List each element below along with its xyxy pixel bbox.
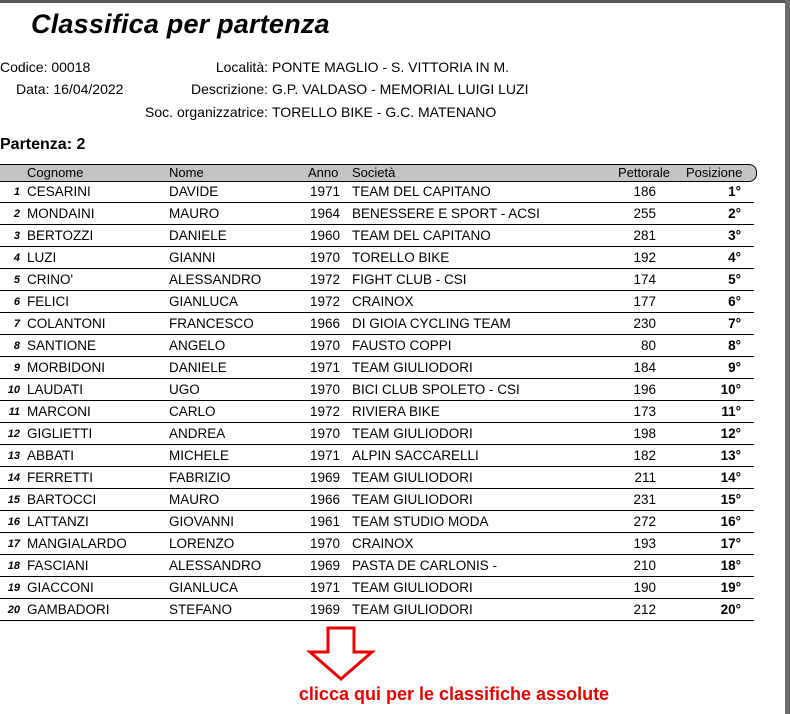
cell-anno: 1972 <box>309 404 340 419</box>
row-number: 20 <box>7 604 20 616</box>
table-row <box>0 181 754 203</box>
cell-societa: CRAINOX <box>352 294 414 309</box>
row-number: 16 <box>7 516 20 528</box>
cell-nome: GIANLUCA <box>169 580 239 595</box>
cell-societa: RIVIERA BIKE <box>352 404 440 419</box>
cell-posizione: 2° <box>728 206 741 221</box>
cell-anno: 1972 <box>309 294 340 309</box>
row-number: 11 <box>8 406 20 418</box>
cell-pettorale: 281 <box>633 228 656 243</box>
table-row <box>0 599 754 621</box>
cell-societa: FAUSTO COPPI <box>352 338 452 353</box>
descrizione-value: G.P. VALDASO - MEMORIAL LUIGI LUZI <box>272 81 529 97</box>
cell-anno: 1970 <box>309 426 340 441</box>
cell-cognome: GIACCONI <box>27 580 94 595</box>
cell-cognome: LAUDATI <box>27 382 84 397</box>
cell-societa: TEAM GIULIODORI <box>352 602 473 617</box>
table-row <box>0 335 754 357</box>
table-header <box>0 164 757 182</box>
codice-label: Codice: <box>0 59 48 75</box>
window-scrollbar-edge[interactable] <box>785 0 790 714</box>
cell-cognome: BERTOZZI <box>27 228 94 243</box>
cell-pettorale: 231 <box>633 492 656 507</box>
table-row <box>0 533 754 555</box>
row-number: 19 <box>7 582 20 594</box>
table-row <box>0 269 754 291</box>
cell-anno: 1966 <box>309 492 340 507</box>
col-header-cognome: Cognome <box>27 165 84 180</box>
soc-organizzatrice-value: TORELLO BIKE - G.C. MATENANO <box>272 104 497 120</box>
cell-anno: 1970 <box>309 536 340 551</box>
cell-pettorale: 230 <box>633 316 656 331</box>
row-number: 18 <box>7 560 20 572</box>
cell-posizione: 1° <box>728 184 741 199</box>
cell-societa: CRAINOX <box>352 536 414 551</box>
cell-nome: MAURO <box>169 492 220 507</box>
cell-cognome: CESARINI <box>27 184 91 199</box>
cell-pettorale: 186 <box>633 184 656 199</box>
table-row <box>0 379 754 401</box>
cell-anno: 1966 <box>309 316 340 331</box>
cell-pettorale: 198 <box>633 426 656 441</box>
cell-posizione: 9° <box>728 360 741 375</box>
cell-posizione: 6° <box>728 294 741 309</box>
col-header-anno: Anno <box>308 165 339 180</box>
cell-posizione: 10° <box>720 382 741 397</box>
cell-pettorale: 272 <box>633 514 656 529</box>
cell-cognome: CRINO' <box>27 272 74 287</box>
cell-societa: TEAM STUDIO MODA <box>352 514 489 529</box>
cell-anno: 1970 <box>309 250 340 265</box>
row-number: 7 <box>13 318 20 330</box>
cell-anno: 1971 <box>309 448 340 463</box>
col-header-pettorale: Pettorale <box>618 165 671 180</box>
cell-nome: GIANLUCA <box>169 294 239 309</box>
cell-anno: 1971 <box>309 184 340 199</box>
cell-societa: BENESSERE E SPORT - ACSI <box>352 206 540 221</box>
row-number: 6 <box>13 296 20 308</box>
cell-posizione: 4° <box>728 250 741 265</box>
cell-cognome: ABBATI <box>27 448 75 463</box>
cell-pettorale: 192 <box>633 250 656 265</box>
cell-posizione: 14° <box>720 470 741 485</box>
cell-cognome: FELICI <box>27 294 70 309</box>
cell-anno: 1961 <box>309 514 340 529</box>
cell-nome: ANGELO <box>169 338 226 353</box>
localita-value: PONTE MAGLIO - S. VITTORIA IN M. <box>272 59 509 75</box>
cell-pettorale: 182 <box>633 448 656 463</box>
table-row <box>0 489 754 511</box>
cell-societa: TORELLO BIKE <box>352 250 450 265</box>
table-row <box>0 401 754 423</box>
data-info <box>16 81 123 97</box>
table-row <box>0 445 754 467</box>
partenza-heading: Partenza: 2 <box>0 136 86 153</box>
table-row <box>0 577 754 599</box>
cell-cognome: GAMBADORI <box>27 602 110 617</box>
cell-pettorale: 184 <box>633 360 656 375</box>
table-row <box>0 291 754 313</box>
row-number: 3 <box>13 230 20 242</box>
table-row <box>0 247 754 269</box>
cell-nome: ALESSANDRO <box>169 272 262 287</box>
cell-societa: TEAM GIULIODORI <box>352 580 473 595</box>
cell-nome: FABRIZIO <box>169 470 231 485</box>
cell-societa: ALPIN SACCARELLI <box>352 448 479 463</box>
cell-societa: TEAM DEL CAPITANO <box>352 184 491 199</box>
cell-societa: TEAM DEL CAPITANO <box>352 228 491 243</box>
cell-posizione: 3° <box>728 228 741 243</box>
row-number: 14 <box>7 472 20 484</box>
descrizione-label: Descrizione: <box>190 81 268 97</box>
localita-label: Località: <box>215 59 268 75</box>
cell-pettorale: 210 <box>633 558 656 573</box>
cell-cognome: COLANTONI <box>27 316 106 331</box>
cell-societa: BICI CLUB SPOLETO - CSI <box>352 382 520 397</box>
cell-nome: GIOVANNI <box>169 514 235 529</box>
cell-anno: 1960 <box>309 228 340 243</box>
cell-nome: MICHELE <box>169 448 230 463</box>
classifiche-assolute-link[interactable]: clicca qui per le classifiche assolute <box>298 684 610 704</box>
row-number: 5 <box>13 274 20 286</box>
cell-cognome: FASCIANI <box>27 558 89 573</box>
col-header-nome: Nome <box>169 165 204 180</box>
cell-anno: 1972 <box>309 272 340 287</box>
col-header-posizione: Posizione <box>686 165 743 180</box>
cell-posizione: 18° <box>720 558 741 573</box>
cell-societa: FIGHT CLUB - CSI <box>352 272 467 287</box>
cell-cognome: LATTANZI <box>27 514 89 529</box>
cell-pettorale: 193 <box>633 536 656 551</box>
row-number: 4 <box>13 252 20 264</box>
arrow-down-outline-icon <box>306 626 376 682</box>
cell-posizione: 12° <box>720 426 741 441</box>
cell-anno: 1969 <box>309 558 340 573</box>
cell-pettorale: 177 <box>633 294 656 309</box>
cell-posizione: 16° <box>720 514 741 529</box>
cell-pettorale: 211 <box>634 470 656 485</box>
cell-cognome: LUZI <box>27 250 57 265</box>
row-number: 2 <box>13 208 20 220</box>
cell-anno: 1970 <box>309 338 340 353</box>
window-top-border <box>0 0 790 3</box>
cell-nome: MAURO <box>169 206 220 221</box>
cell-cognome: BARTOCCI <box>27 492 97 507</box>
cell-posizione: 13° <box>720 448 741 463</box>
table-row <box>0 511 754 533</box>
cell-nome: UGO <box>169 382 200 397</box>
cell-pettorale: 173 <box>633 404 656 419</box>
codice-info <box>0 59 90 75</box>
cell-societa: TEAM GIULIODORI <box>352 360 473 375</box>
row-number: 9 <box>13 362 20 374</box>
cell-cognome: MORBIDONI <box>27 360 106 375</box>
row-number: 13 <box>7 450 20 462</box>
cell-nome: LORENZO <box>169 536 235 551</box>
results-table-body <box>0 181 754 621</box>
codice-value: 00018 <box>51 59 91 75</box>
row-number: 12 <box>7 428 20 440</box>
cell-anno: 1971 <box>309 580 340 595</box>
cell-nome: DANIELE <box>169 360 227 375</box>
col-header-societa: Società <box>352 165 396 180</box>
cell-nome: FRANCESCO <box>169 316 254 331</box>
cell-posizione: 7° <box>728 316 741 331</box>
cell-nome: GIANNI <box>169 250 216 265</box>
row-number: 17 <box>7 538 20 550</box>
table-row <box>0 357 754 379</box>
cell-posizione: 8° <box>728 338 741 353</box>
cell-anno: 1971 <box>309 360 340 375</box>
cell-cognome: SANTIONE <box>27 338 97 353</box>
data-label: Data: <box>16 81 50 97</box>
cell-anno: 1964 <box>309 206 340 221</box>
cell-cognome: MANGIALARDO <box>27 536 127 551</box>
data-value: 16/04/2022 <box>53 81 124 97</box>
cell-nome: DAVIDE <box>169 184 219 199</box>
cell-cognome: GIGLIETTI <box>27 426 93 441</box>
cell-nome: ANDREA <box>169 426 226 441</box>
cell-societa: PASTA DE CARLONIS - <box>352 558 498 573</box>
cell-posizione: 5° <box>728 272 741 287</box>
cell-pettorale: 80 <box>640 338 656 353</box>
soc-organizzatrice-label: Soc. organizzatrice: <box>145 104 268 120</box>
cell-societa: TEAM GIULIODORI <box>352 426 473 441</box>
cell-posizione: 19° <box>720 580 741 595</box>
cell-societa: TEAM GIULIODORI <box>352 492 473 507</box>
row-number: 15 <box>7 494 20 506</box>
cell-societa: TEAM GIULIODORI <box>352 470 473 485</box>
cell-anno: 1969 <box>309 602 340 617</box>
table-row <box>0 203 754 225</box>
table-row <box>0 313 754 335</box>
cell-nome: ALESSANDRO <box>169 558 262 573</box>
cell-pettorale: 212 <box>633 602 656 617</box>
cell-pettorale: 190 <box>633 580 656 595</box>
cell-posizione: 15° <box>720 492 741 507</box>
row-number: 1 <box>13 186 20 198</box>
cell-pettorale: 196 <box>633 382 656 397</box>
cell-societa: DI GIOIA CYCLING TEAM <box>352 316 511 331</box>
cell-pettorale: 174 <box>633 272 656 287</box>
table-row <box>0 555 754 577</box>
cell-anno: 1969 <box>309 470 340 485</box>
cell-nome: DANIELE <box>169 228 227 243</box>
cell-cognome: MARCONI <box>27 404 91 419</box>
row-number: 10 <box>7 384 20 396</box>
table-row <box>0 225 754 247</box>
table-row <box>0 423 754 445</box>
cell-posizione: 11° <box>721 404 741 419</box>
cell-posizione: 17° <box>720 536 741 551</box>
cell-anno: 1970 <box>309 382 340 397</box>
cell-cognome: MONDAINI <box>27 206 95 221</box>
cell-posizione: 20° <box>720 602 741 617</box>
table-row <box>0 467 754 489</box>
row-number: 8 <box>13 340 20 352</box>
cell-nome: CARLO <box>169 404 216 419</box>
cell-nome: STEFANO <box>169 602 233 617</box>
cell-cognome: FERRETTI <box>27 470 93 485</box>
page-title: Classifica per partenza <box>31 9 330 39</box>
cell-pettorale: 255 <box>633 206 656 221</box>
